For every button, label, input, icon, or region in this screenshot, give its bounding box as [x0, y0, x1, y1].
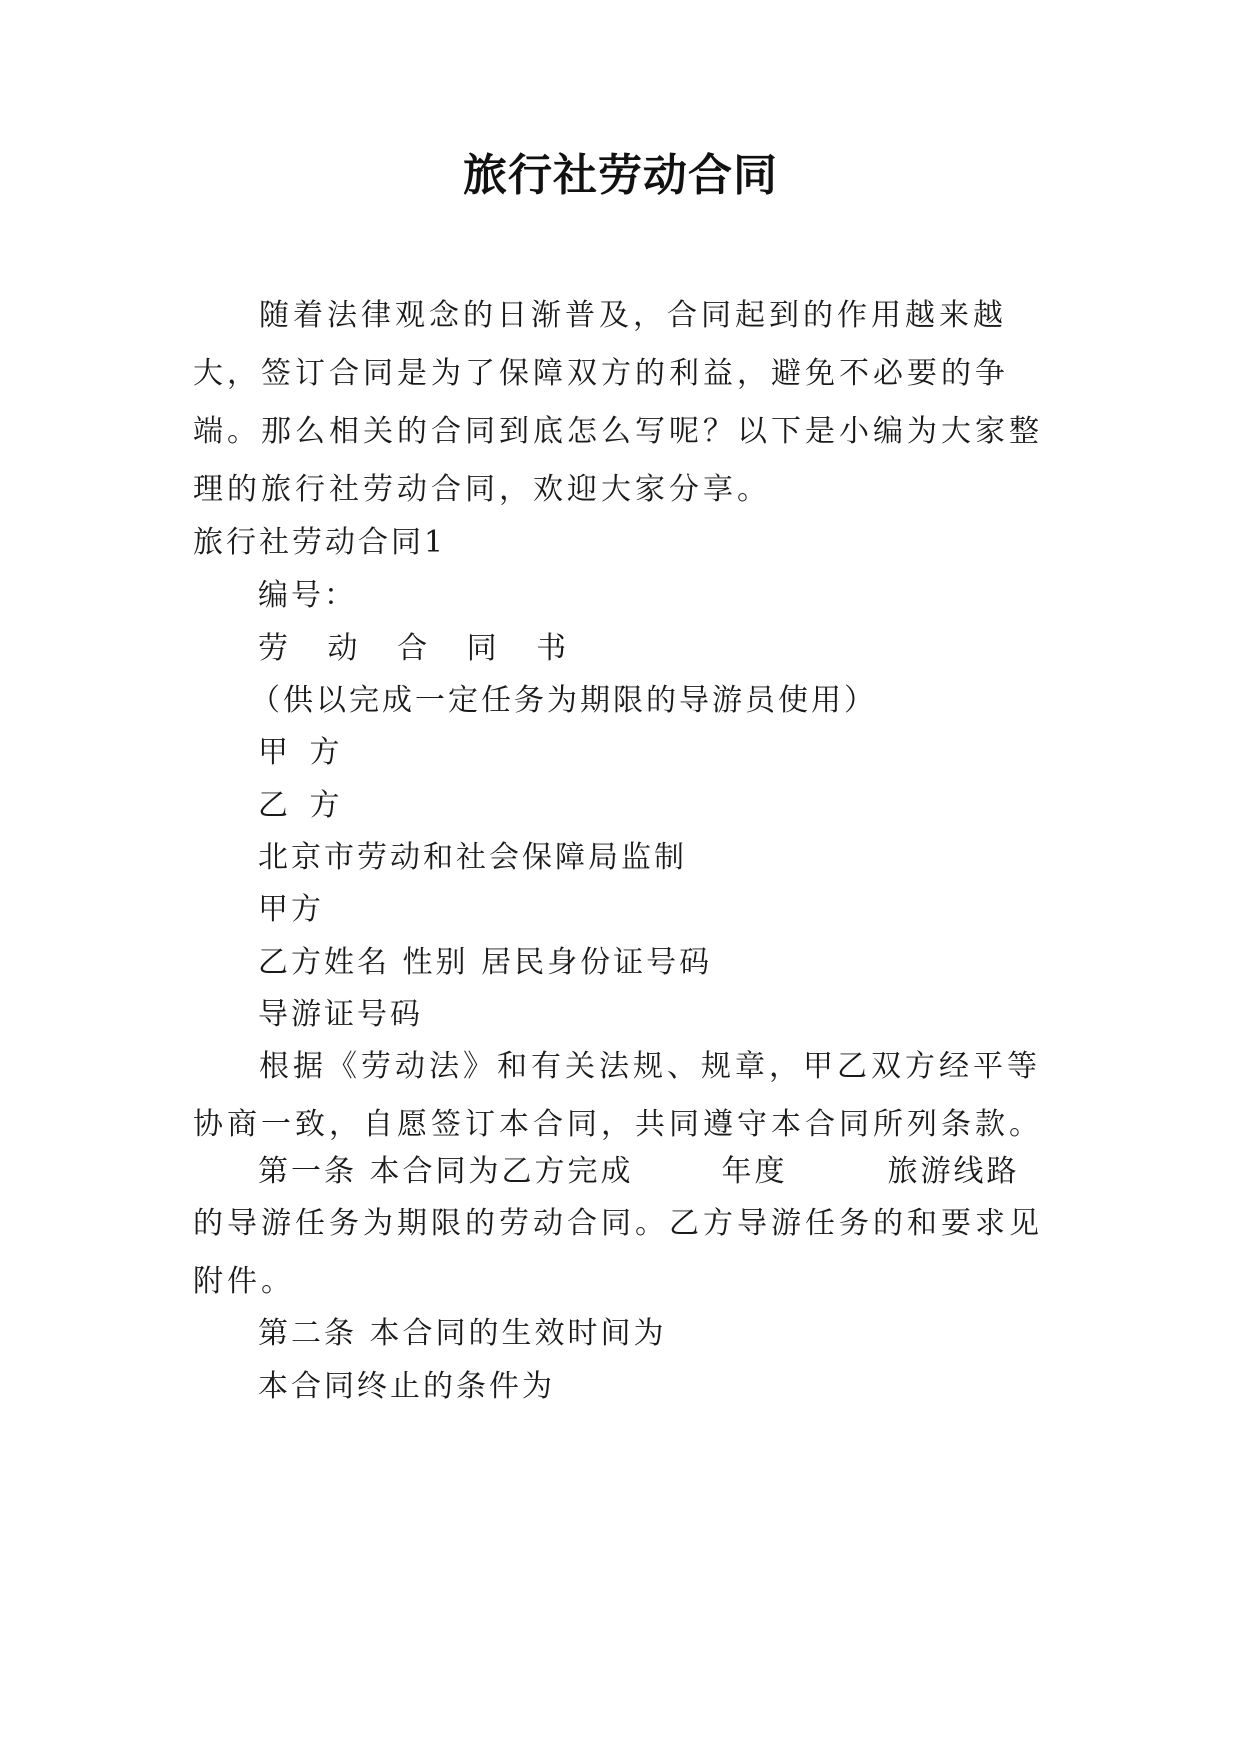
serial-number-label: 编号： [258, 578, 357, 613]
contract-title: 劳 动 合 同 书 [258, 631, 582, 666]
section-heading: 旅行社劳动合同1 [193, 525, 447, 560]
supervisor-line: 北京市劳动和社会保障局监制 [258, 840, 687, 875]
usage-note: （供以完成一定任务为期限的导游员使用） [250, 683, 877, 718]
article-one-part1: 第一条 本合同为乙方完成 [258, 1154, 634, 1189]
party-b-label: 乙 方 [258, 788, 346, 823]
article-one-part3: 旅游线路 [887, 1154, 1020, 1189]
document-title: 旅行社劳动合同 [463, 150, 778, 201]
article-one-continuation: 的导游任务为期限的劳动合同。乙方导游任务的和要求见附件。 [193, 1206, 1043, 1299]
article-one-line [258, 1143, 1020, 1201]
article-two-line: 第二条 本合同的生效时间为 [258, 1316, 667, 1351]
party-a-label: 甲 方 [258, 735, 346, 770]
party-a-line: 甲方 [258, 892, 324, 927]
guide-certificate-line: 导游证号码 [258, 997, 423, 1032]
termination-line: 本合同终止的条件为 [258, 1369, 555, 1404]
basis-paragraph: 根据《劳动法》和有关法规、规章，甲乙双方经平等协商一致，自愿签订本合同，共同遵守本合同所列条款。 [193, 1049, 1043, 1142]
party-b-info-line: 乙方姓名 性别 居民身份证号码 [258, 945, 713, 980]
article-one-part2: 年度 [721, 1154, 788, 1189]
intro-paragraph: 随着法律观念的日渐普及，合同起到的作用越来越大，签订合同是为了保障双方的利益，避免不必要的争端。那么相关的合同到底怎么写呢？以下是小编为大家整理的旅行社劳动合同，欢迎大家分享。 [193, 298, 1043, 507]
